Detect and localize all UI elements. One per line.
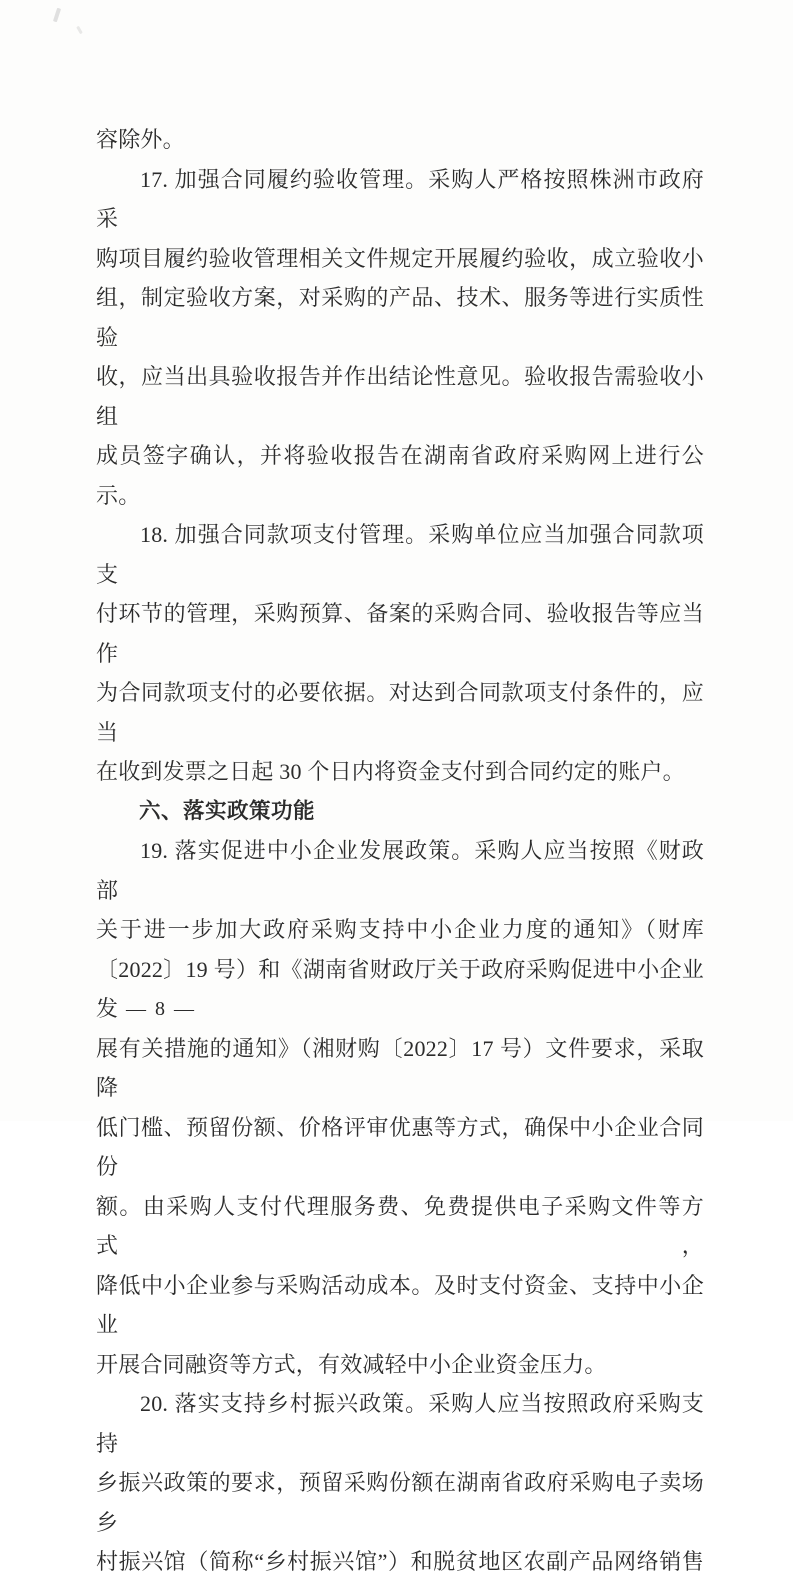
section-heading: [96, 792, 704, 832]
text-line: 19. 落实促进中小企业发展政策。采购人应当按照《财政部: [96, 838, 704, 903]
text-line: 开展合同融资等方式，有效减轻中小企业资金压力。: [96, 1351, 607, 1377]
scan-artifact: [76, 26, 83, 34]
text-line: 低门槛、预留份额、价格评审优惠等方式，确保中小企业合同份: [96, 1114, 704, 1179]
text-line: 关于进一步加大政府采购支持中小企业力度的通知》（财库: [96, 917, 704, 942]
text-line: 〔2022〕19 号）和《湖南省财政厅关于政府采购促进中小企业发: [96, 956, 704, 1021]
text-line: 村振兴馆（简称“乡村振兴馆”）和脱贫地区农副产品网络销售: [96, 1549, 704, 1574]
text-line: 18. 加强合同款项支付管理。采购单位应当加强合同款项支: [96, 522, 704, 587]
text-line: 额。由采购人支付代理服务费、免费提供电子采购文件等方式，: [96, 1193, 704, 1258]
text-line: 乡振兴政策的要求，预留采购份额在湖南省政府采购电子卖场乡: [96, 1470, 704, 1535]
paragraph: [96, 120, 704, 160]
text-line: 付环节的管理，采购预算、备案的采购合同、验收报告等应当作: [96, 601, 704, 666]
paragraph: [96, 515, 704, 792]
text-block: [96, 120, 704, 1582]
page-number: — 8 —: [126, 998, 196, 1020]
text-line: 展有关措施的通知》（湘财购〔2022〕17 号）文件要求，采取降: [96, 1035, 704, 1100]
paragraph: [96, 160, 704, 516]
text-line: 17. 加强合同履约验收管理。采购人严格按照株洲市政府采: [96, 166, 704, 231]
paragraph: [96, 831, 704, 1384]
paragraph: [96, 1384, 704, 1582]
text-line: 组，制定验收方案，对采购的产品、技术、服务等进行实质性验: [96, 285, 704, 350]
text-line: 购项目履约验收管理相关文件规定开展履约验收，成立验收小: [96, 245, 704, 271]
text-line: 在收到发票之日起 30 个日内将资金支付到合同约定的账户。: [96, 759, 685, 784]
text-line: 为合同款项支付的必要依据。对达到合同款项支付条件的，应当: [96, 680, 704, 745]
text-line: 六、落实政策功能: [139, 798, 316, 823]
text-line: 收，应当出具验收报告并作出结论性意见。验收报告需验收小组: [96, 364, 704, 429]
scan-artifact: [53, 8, 61, 23]
text-line: 降低中小企业参与采购活动成本。及时支付资金、支持中小企业: [96, 1272, 704, 1337]
text-line: 成员签字确认，并将验收报告在湖南省政府采购网上进行公示。: [96, 443, 704, 508]
text-line: 容除外。: [96, 127, 185, 152]
text-line: 20. 落实支持乡村振兴政策。采购人应当按照政府采购支持: [96, 1391, 704, 1456]
